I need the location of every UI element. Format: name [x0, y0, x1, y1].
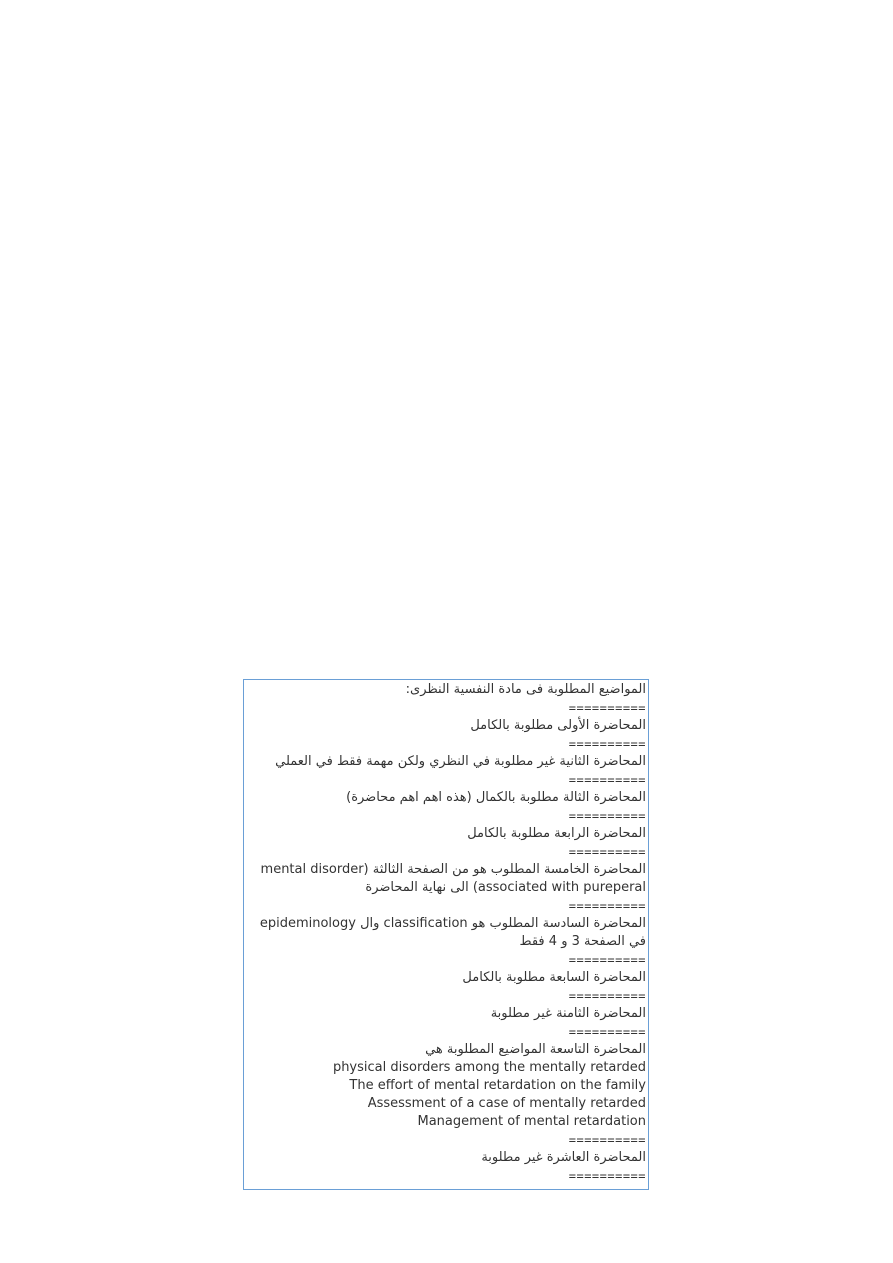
lecture-5: المحاضرة الخامسة المطلوب هو من الصفحة الثالثة (mental disorder associated with pureperal) الى نهاية المحاضرة: [260, 862, 646, 895]
separator: ==========: [568, 989, 646, 1003]
separator: ==========: [568, 773, 646, 787]
lecture-1: المحاضرة الأولى مطلوبة بالكامل: [470, 718, 646, 733]
separator: ==========: [568, 737, 646, 751]
lecture-4: المحاضرة الرابعة مطلوبة بالكامل: [467, 826, 646, 841]
lecture-9-topic: physical disorders among the mentally retarded: [332, 1060, 646, 1075]
lecture-7: المحاضرة السابعة مطلوبة بالكامل: [462, 970, 646, 985]
document-title: المواضيع المطلوبة فى مادة النفسية النظرى:: [405, 682, 646, 697]
separator: ==========: [568, 1133, 646, 1147]
lecture-10: المحاضرة العاشرة غير مطلوبة: [481, 1150, 646, 1165]
requirements-content: [248, 681, 646, 1185]
lecture-3: المحاضرة الثالة مطلوبة بالكمال (هذه اهم اهم محاضرة): [346, 790, 646, 805]
lecture-9-topic: Assessment of a case of mentally retarded: [367, 1096, 646, 1111]
separator: ==========: [568, 701, 646, 715]
lecture-6: المحاضرة السادسة المطلوب هو classification وال epideminology في الصفحة 3 و 4 فقط: [259, 916, 646, 949]
lecture-9-topic: Management of mental retardation: [417, 1114, 646, 1129]
lecture-8: المحاضرة الثامنة غير مطلوبة: [490, 1006, 646, 1021]
separator: ==========: [568, 953, 646, 967]
separator: ==========: [568, 899, 646, 913]
separator: ==========: [568, 1025, 646, 1039]
separator: ==========: [568, 809, 646, 823]
requirements-box: [243, 679, 649, 1190]
lecture-9-topic: The effort of mental retardation on the family: [349, 1078, 646, 1093]
separator: ==========: [568, 845, 646, 859]
lecture-2: المحاضرة الثانية غير مطلوبة في النظري ولكن مهمة فقط في العملي: [275, 754, 646, 769]
separator: ==========: [568, 1169, 646, 1183]
lecture-9: المحاضرة التاسعة المواضيع المطلوبة هي: [425, 1042, 646, 1057]
